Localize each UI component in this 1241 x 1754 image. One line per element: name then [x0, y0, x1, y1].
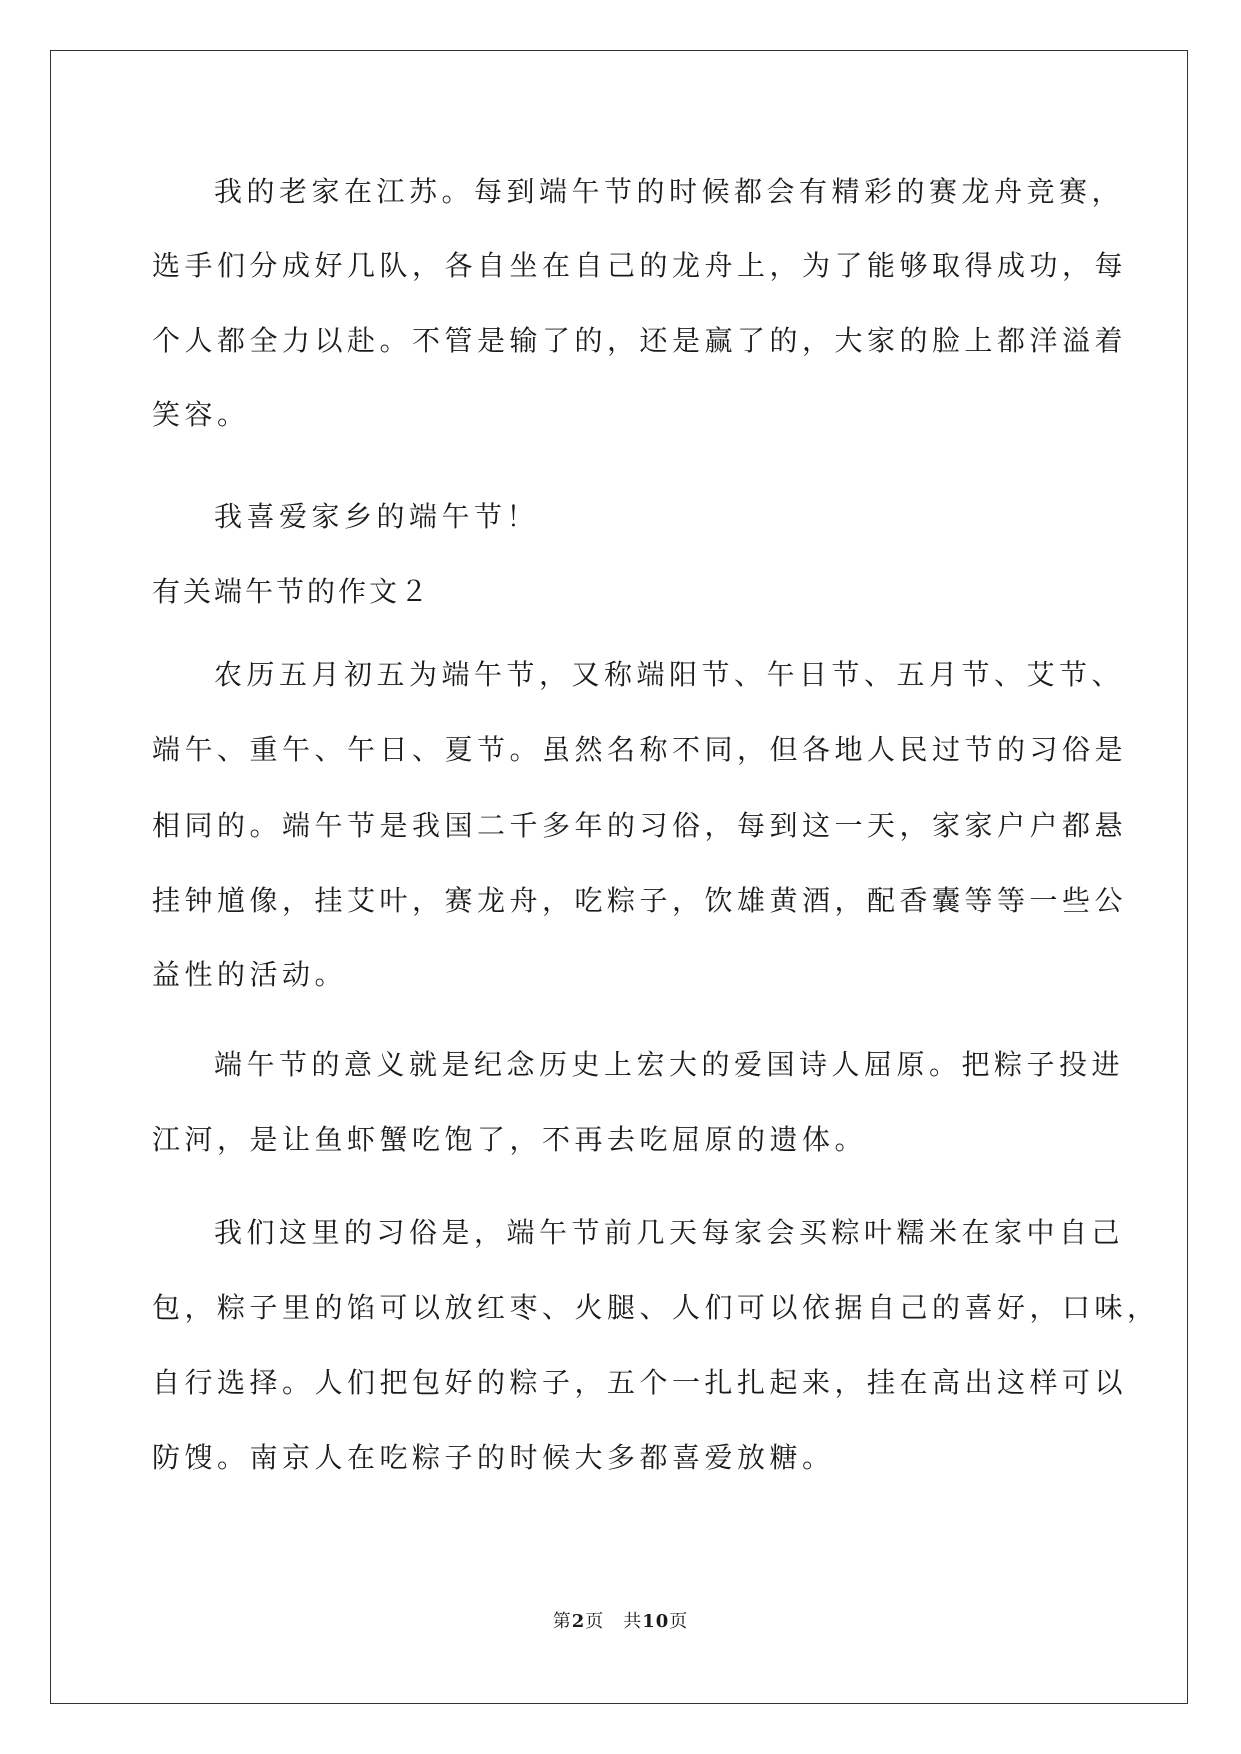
paragraph-line: 包，粽子里的馅可以放红枣、火腿、人们可以依据自己的喜好，口味，	[152, 1291, 1160, 1324]
paragraph-line: 端午节的意义就是纪念历史上宏大的爱国诗人屈原。把粽子投进	[214, 1048, 1125, 1081]
paragraph-line: 自行选择。人们把包好的粽子，五个一扎扎起来，挂在高出这样可以	[152, 1366, 1128, 1399]
footer-suffix: 页	[669, 1611, 689, 1632]
paragraph-line: 江河，是让鱼虾蟹吃饱了，不再去吃屈原的遗体。	[152, 1123, 868, 1156]
paragraph-line: 选手们分成好几队，各自坐在自己的龙舟上，为了能够取得成功，每	[152, 249, 1128, 282]
footer-middle: 页 共	[585, 1611, 643, 1632]
section-heading: 有关端午节的作文２	[152, 575, 432, 608]
paragraph-line: 我的老家在江苏。每到端午节的时候都会有精彩的赛龙舟竞赛，	[214, 175, 1125, 208]
paragraph-line: 防馊。南京人在吃粽子的时候大多都喜爱放糖。	[152, 1441, 835, 1474]
footer-page-number: 2	[571, 1611, 586, 1632]
page-footer	[0, 1610, 1241, 1634]
footer-total-pages: 10	[642, 1611, 670, 1632]
paragraph-line: 挂钟馗像，挂艾叶，赛龙舟，吃粽子，饮雄黄酒，配香囊等等一些公	[152, 884, 1128, 917]
paragraph-line: 笑容。	[152, 398, 250, 431]
paragraph-line: 益性的活动。	[152, 958, 348, 991]
paragraph-line: 我们这里的习俗是，端午节前几天每家会买粽叶糯米在家中自己	[214, 1216, 1125, 1249]
paragraph-line: 我喜爱家乡的端午节！	[214, 500, 540, 533]
footer-prefix: 第	[552, 1611, 572, 1632]
paragraph-line: 个人都全力以赴。不管是输了的，还是赢了的，大家的脸上都洋溢着	[152, 324, 1128, 357]
paragraph-line: 相同的。端午节是我国二千多年的习俗，每到这一天，家家户户都悬	[152, 809, 1128, 842]
paragraph-line: 端午、重午、午日、夏节。虽然名称不同，但各地人民过节的习俗是	[152, 733, 1128, 766]
paragraph-line: 农历五月初五为端午节，又称端阳节、午日节、五月节、艾节、	[214, 658, 1125, 691]
